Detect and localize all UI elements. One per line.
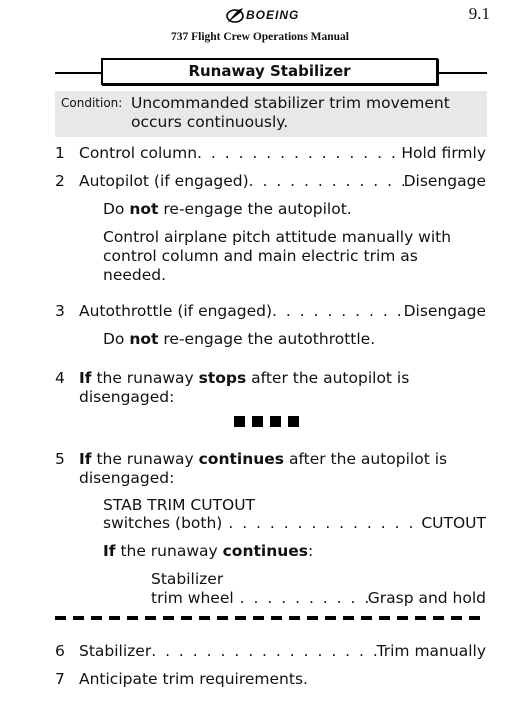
step-2-note-1 [103, 200, 352, 219]
step-1 [79, 144, 486, 163]
note-line: control column and main electric trim as [103, 247, 418, 265]
leader-dots [272, 302, 404, 321]
note-emphasis: not [129, 200, 159, 218]
step-5-line-1 [79, 450, 447, 469]
if-keyword: If [103, 542, 116, 560]
stabilizer-label: Stabilizer [151, 570, 224, 588]
leader-dots [228, 514, 421, 533]
step-5 [79, 450, 447, 488]
step-6-item: Stabilizer [79, 642, 152, 660]
step-4-number: 4 [55, 369, 65, 387]
note-emphasis: not [129, 330, 159, 348]
step-3-note [103, 330, 375, 349]
step-2-note-2 [103, 228, 451, 285]
step-text: : [308, 542, 314, 560]
note-text: re-engage the autothrottle. [158, 330, 376, 348]
boeing-brand: BOEING [246, 8, 300, 22]
leader-dots [151, 642, 376, 661]
trim-wheel-row [151, 589, 486, 608]
if-keyword: If [79, 450, 92, 468]
condition-label: Condition: [61, 96, 123, 110]
condition-text [131, 94, 481, 132]
marker-square [288, 416, 299, 427]
step-4-line-2: disengaged: [79, 388, 175, 406]
step-text: the runaway [91, 450, 199, 468]
step-6-number: 6 [55, 642, 65, 660]
step-emphasis: continues [222, 542, 309, 560]
step-3-action: Disengage [403, 302, 486, 320]
step-2-number: 2 [55, 172, 65, 190]
stab-trim-cutout-label: STAB TRIM CUTOUT [103, 496, 256, 514]
step-7-text: Anticipate trim requirements. [79, 670, 308, 688]
manual-title: 737 Flight Crew Operations Manual [170, 31, 350, 43]
step-2-item: Autopilot (if engaged) [79, 172, 249, 190]
end-of-checklist-marker [234, 412, 306, 431]
step-6 [79, 642, 486, 661]
boeing-logo [224, 6, 324, 26]
cutout-action: CUTOUT [421, 514, 486, 532]
step-text: after the autopilot is [246, 369, 410, 387]
page-number: 9.1 [468, 4, 490, 23]
step-6-action: Trim manually [376, 642, 486, 660]
note-text: re-engage the autopilot. [158, 200, 352, 218]
step-1-number: 1 [55, 144, 65, 162]
step-2 [79, 172, 486, 191]
leader-dots [240, 589, 368, 608]
step-5-line-2: disengaged: [79, 469, 175, 487]
note-line: needed. [103, 266, 167, 284]
step-text: after the autopilot is [284, 450, 448, 468]
leader-dots [249, 172, 404, 191]
dashed-divider [55, 616, 487, 620]
step-4-line-1 [79, 369, 409, 388]
step-1-item: Control column [79, 144, 198, 162]
step-3-item: Autothrottle (if engaged) [79, 302, 273, 320]
step-3-number: 3 [55, 302, 65, 320]
step-text: the runaway [115, 542, 223, 560]
step-emphasis: stops [198, 369, 247, 387]
step-emphasis: continues [198, 450, 285, 468]
marker-square [270, 416, 281, 427]
note-line: Control airplane pitch attitude manually with [103, 228, 452, 246]
boeing-logo-icon [224, 6, 246, 26]
trim-wheel-label: trim wheel [151, 589, 234, 607]
step-2-action: Disengage [403, 172, 486, 190]
switches-label: switches (both) [103, 514, 223, 532]
leader-dots [197, 144, 401, 163]
step-5-condition [103, 542, 313, 561]
marker-square [252, 416, 263, 427]
condition-text-line: occurs continuously. [131, 113, 289, 131]
stab-trim-cutout-row [103, 514, 486, 533]
note-text: Do [103, 330, 130, 348]
note-text: Do [103, 200, 130, 218]
step-7-number: 7 [55, 670, 65, 688]
checklist-title: Runaway Stabilizer [101, 58, 438, 85]
step-3 [79, 302, 486, 321]
step-4 [79, 369, 409, 407]
condition-text-line: Uncommanded stabilizer trim movement [131, 94, 450, 112]
grasp-hold-action: Grasp and hold [367, 589, 486, 607]
marker-square [234, 416, 245, 427]
step-text: the runaway [91, 369, 199, 387]
step-5-number: 5 [55, 450, 65, 468]
if-keyword: If [79, 369, 92, 387]
step-1-action: Hold firmly [401, 144, 486, 162]
